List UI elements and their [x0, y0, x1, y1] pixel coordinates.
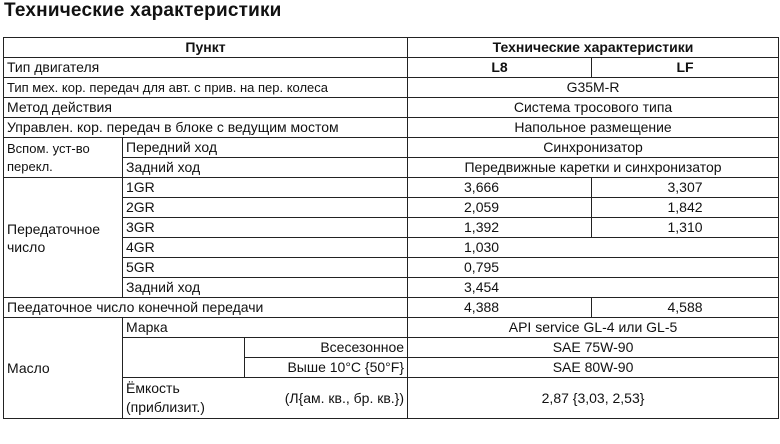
gearbox-type-value: G35M-R [408, 78, 779, 98]
gear-1-lf: 3,307 [592, 178, 779, 198]
final-drive-l8: 4,388 [408, 298, 592, 318]
header-item: Пункт [4, 38, 408, 58]
operation-method-value: Система тросового типа [408, 98, 779, 118]
table-row [4, 298, 779, 318]
table-header-row [4, 38, 779, 58]
gearbox-type-label: Тип мех. кор. передач для авт. с прив. на пер. колеса [4, 78, 408, 98]
gear-3-name: 3GR [123, 218, 408, 238]
table-row [4, 78, 779, 98]
aux-shift-label: Вспом. уст-во перекл. [4, 138, 123, 178]
oil-above-label: Выше 10°C {50°F} [245, 358, 408, 378]
oil-brand-label: Марка [123, 318, 408, 338]
aux-forward-value: Синхронизатор [408, 138, 779, 158]
gear-2-l8: 2,059 [408, 198, 592, 218]
final-drive-lf: 4,588 [592, 298, 779, 318]
gear-2-name: 2GR [123, 198, 408, 218]
gear-2-lf: 1,842 [592, 198, 779, 218]
gear-ratio-label: Передаточное число [4, 178, 123, 298]
engine-l8: L8 [408, 58, 592, 78]
table-row [4, 138, 779, 158]
oil-allseason-value: SAE 75W-90 [408, 338, 779, 358]
table-row [4, 318, 779, 338]
oil-above-value: SAE 80W-90 [408, 358, 779, 378]
gear-5-value: 0,795 [408, 258, 779, 278]
aux-reverse-value: Передвижные каретки и синхронизатор [408, 158, 779, 178]
table-row [4, 98, 779, 118]
gear-1-l8: 3,666 [408, 178, 592, 198]
oil-capacity-label-approx: (приблизит.) [126, 399, 205, 415]
gear-4-value: 1,030 [408, 238, 779, 258]
oil-capacity-label: Ёмкость [126, 380, 180, 396]
aux-reverse-label: Задний ход [123, 158, 408, 178]
oil-viscosity-blank [123, 338, 245, 378]
page-title: Технические характеристики [4, 0, 282, 21]
aux-forward-label: Передний ход [123, 138, 408, 158]
operation-method-label: Метод действия [4, 98, 408, 118]
final-drive-label: Пеедаточное число конечной передачи [4, 298, 408, 318]
gear-4-name: 4GR [123, 238, 408, 258]
engine-type-label: Тип двигателя [4, 58, 408, 78]
gear-1-name: 1GR [123, 178, 408, 198]
gear-5-name: 5GR [123, 258, 408, 278]
control-label: Управлен. кор. передач в блоке с ведущим мостом [4, 118, 408, 138]
table-row [4, 178, 779, 198]
oil-label: Масло [4, 318, 123, 419]
control-value: Напольное размещение [408, 118, 779, 138]
oil-allseason-label: Всесезонное [245, 338, 408, 358]
engine-lf: LF [592, 58, 779, 78]
gear-reverse-value: 3,454 [408, 278, 779, 298]
oil-capacity-cell [123, 378, 408, 419]
table-row [4, 58, 779, 78]
header-specs: Технические характеристики [408, 38, 779, 58]
gear-reverse-name: Задний ход [123, 278, 408, 298]
gear-3-lf: 1,310 [592, 218, 779, 238]
spec-table [3, 37, 779, 419]
oil-capacity-unit: (Л{ам. кв., бр. кв.}) [284, 389, 405, 406]
table-row [4, 118, 779, 138]
oil-brand-value: API service GL-4 или GL-5 [408, 318, 779, 338]
gear-3-l8: 1,392 [408, 218, 592, 238]
oil-capacity-value: 2,87 {3,03, 2,53} [408, 378, 779, 419]
